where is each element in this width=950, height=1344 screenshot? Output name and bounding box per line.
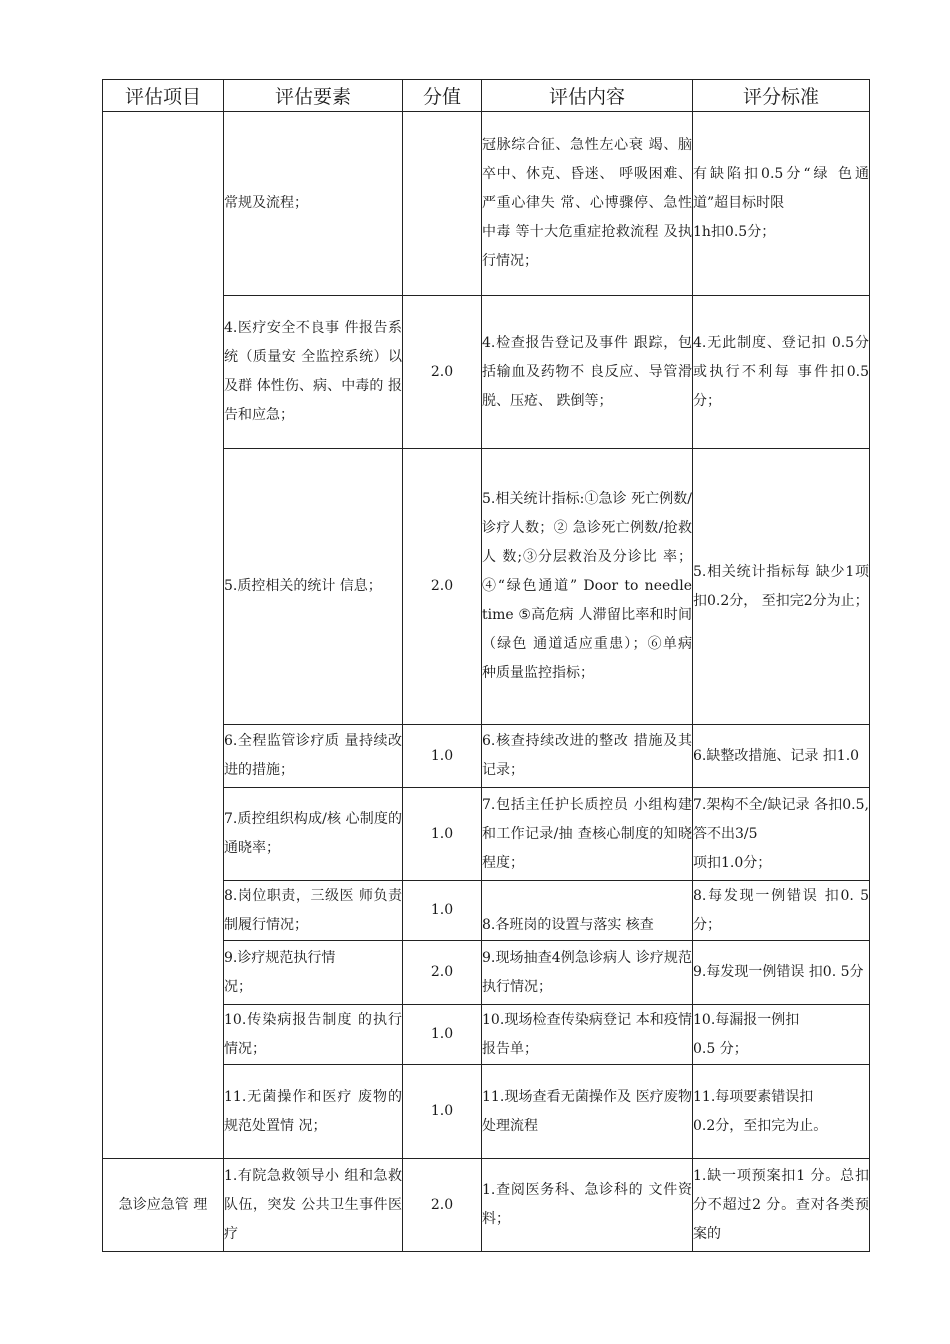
header-project: 评估项目 bbox=[103, 80, 224, 112]
score-cell: 2.0 bbox=[403, 1159, 482, 1252]
table-row bbox=[103, 1159, 870, 1252]
evaluation-table bbox=[102, 79, 870, 1252]
score-cell: 2.0 bbox=[403, 449, 482, 725]
table-row bbox=[103, 112, 870, 296]
project-cell: 急诊应急管 理 bbox=[103, 1159, 224, 1252]
header-score: 分值 bbox=[403, 80, 482, 112]
score-cell: 2.0 bbox=[403, 941, 482, 1005]
content-cell: 冠脉综合征、急性左心衰 竭、脑卒中、休克、昏迷、 呼吸困难、严重心律失 常、心博骤停、急性中毒 等十大危重症抢救流程 及执行情况； bbox=[482, 112, 693, 296]
element-cell: 5.质控相关的统计 信息； bbox=[224, 449, 403, 725]
element-cell: 11.无菌操作和医疗 废物的规范处置情 况； bbox=[224, 1065, 403, 1159]
content-cell: 6.核查持续改进的整改 措施及其记录； bbox=[482, 725, 693, 788]
standard-cell: 6.缺整改措施、记录 扣1.0 bbox=[693, 725, 870, 788]
content-cell: 10.现场检查传染病登记 本和疫情报告单； bbox=[482, 1005, 693, 1065]
element-cell: 6.全程监管诊疗质 量持续改进的措施； bbox=[224, 725, 403, 788]
content-cell: 1.查阅医务科、急诊科的 文件资料； bbox=[482, 1159, 693, 1252]
score-cell: 1.0 bbox=[403, 1005, 482, 1065]
standard-cell: 5.相关统计指标每 缺少1项扣0.2分， 至扣完2分为止； bbox=[693, 449, 870, 725]
standard-cell: 有缺陷扣0.5分“绿 色通道”超目标时限 1h扣0.5分； bbox=[693, 112, 870, 296]
content-cell: 5.相关统计指标:①急诊 死亡例数/诊疗人数；② 急诊死亡例数/抢救人 数;③分层救治及分诊比 率；④“绿色通道” Door to needle time ⑤高危病 人滞留比率和时间（绿色 通道适应重患）；⑥单病 种质量监控指标； bbox=[482, 449, 693, 725]
element-cell: 8.岗位职责，三级医 师负责制履行情况； bbox=[224, 881, 403, 941]
project-cell bbox=[103, 112, 224, 1159]
header-row bbox=[103, 80, 870, 112]
header-element: 评估要素 bbox=[224, 80, 403, 112]
element-cell: 9.诊疗规范执行情 况； bbox=[224, 941, 403, 1005]
element-cell: 10.传染病报告制度 的执行情况； bbox=[224, 1005, 403, 1065]
standard-cell: 10.每漏报一例扣 0.5 分； bbox=[693, 1005, 870, 1065]
content-cell: 11.现场查看无菌操作及 医疗废物处理流程 bbox=[482, 1065, 693, 1159]
element-cell: 7.质控组织构成/核 心制度的通晓率； bbox=[224, 788, 403, 881]
score-cell: 1.0 bbox=[403, 881, 482, 941]
element-cell: 1.有院急救领导小 组和急救队伍，突发 公共卫生事件医疗 bbox=[224, 1159, 403, 1252]
standard-cell: 8.每发现一例错误 扣0. 5分； bbox=[693, 881, 870, 941]
content-cell: 7.包括主任护长质控员 小组构建和工作记录/抽 查核心制度的知晓程度； bbox=[482, 788, 693, 881]
standard-cell: 11.每项要素错误扣 0.2分，至扣完为止。 bbox=[693, 1065, 870, 1159]
standard-cell: 9.每发现一例错误 扣0. 5分 bbox=[693, 941, 870, 1005]
element-cell: 4.医疗安全不良事 件报告系统（质量安 全监控系统）以及群 体性伤、病、中毒的 报告和应急； bbox=[224, 296, 403, 449]
standard-cell: 7.架构不全/缺记录 各扣0.5,答不出3/5 项扣1.0分； bbox=[693, 788, 870, 881]
standard-cell: 4.无此制度、登记扣 0.5分或执行不利每 事件扣0.5分； bbox=[693, 296, 870, 449]
header-standard: 评分标准 bbox=[693, 80, 870, 112]
content-cell: 8.各班岗的设置与落实 核查 bbox=[482, 881, 693, 941]
standard-cell: 1.缺一项预案扣1 分。总扣分不超过2 分。查对各类预案的 bbox=[693, 1159, 870, 1252]
header-content: 评估内容 bbox=[482, 80, 693, 112]
content-cell: 4.检查报告登记及事件 跟踪，包括输血及药物不 良反应、导管滑脱、压疮、 跌倒等； bbox=[482, 296, 693, 449]
score-cell: 2.0 bbox=[403, 296, 482, 449]
score-cell: 1.0 bbox=[403, 725, 482, 788]
score-cell: 1.0 bbox=[403, 1065, 482, 1159]
score-cell bbox=[403, 112, 482, 296]
element-cell: 常规及流程； bbox=[224, 112, 403, 296]
content-cell: 9.现场抽查4例急诊病人 诊疗规范执行情况； bbox=[482, 941, 693, 1005]
score-cell: 1.0 bbox=[403, 788, 482, 881]
